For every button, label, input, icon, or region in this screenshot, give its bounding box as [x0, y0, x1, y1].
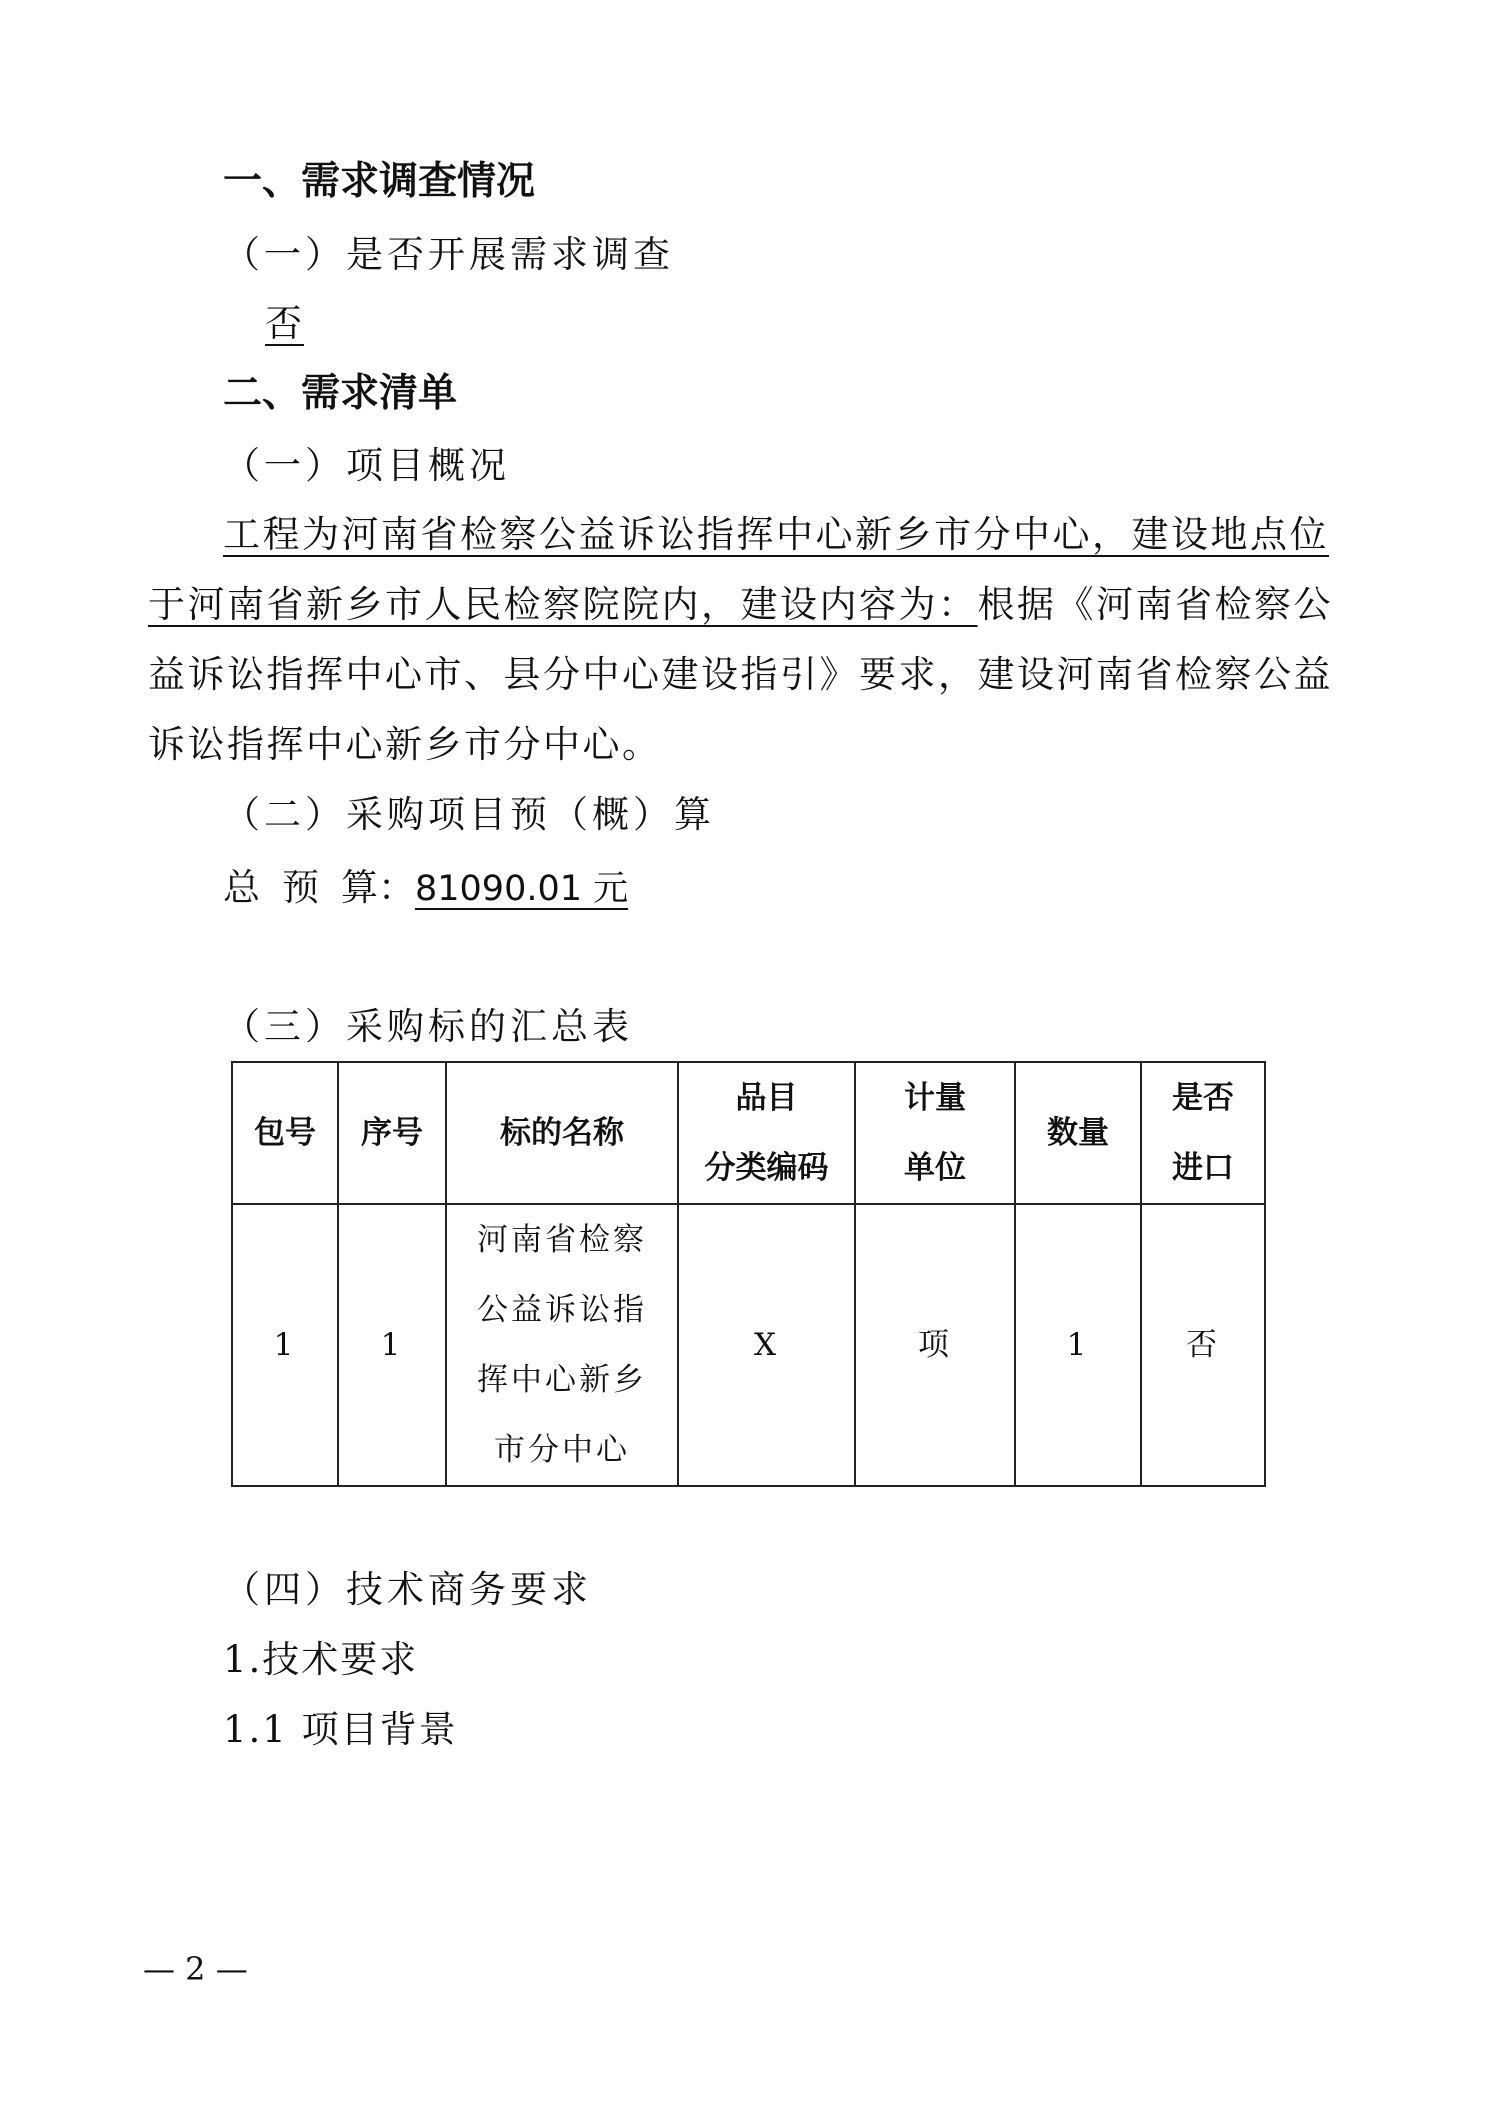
cell-package: 1	[232, 1204, 338, 1486]
cell-name-line-4: 市分中心	[494, 1432, 630, 1468]
header-code-line-2: 分类编码	[704, 1150, 829, 1186]
header-package	[232, 1062, 338, 1204]
cell-imported: 否	[1141, 1204, 1265, 1486]
cell-code: X	[678, 1204, 855, 1486]
overview-line-2	[148, 583, 1333, 626]
tech-business-title: （四）技术商务要求	[223, 1568, 592, 1611]
header-code-line-1: 品目	[735, 1080, 798, 1116]
overview-line-4: 诉讼指挥中心新乡市分中心。	[148, 723, 662, 766]
overview-line-2-rest: 根据《河南省检察公	[977, 583, 1333, 626]
overview-line-1: 工程为河南省检察公益诉讼指挥中心新乡市分中心，建设地点位	[223, 513, 1329, 556]
cell-qty: 1	[1015, 1204, 1141, 1486]
overview-line-2-underlined: 于河南省新乡市人民检察院院内，建设内容为：	[148, 583, 978, 626]
header-unit-line-1: 计量	[904, 1080, 966, 1116]
cell-unit: 项	[855, 1204, 1015, 1486]
header-name	[446, 1062, 678, 1204]
total-budget	[223, 866, 629, 909]
tech-requirements: 1.技术要求	[223, 1638, 419, 1681]
cell-seq: 1	[338, 1204, 446, 1486]
overview-title: （一）项目概况	[223, 444, 510, 487]
cell-name-line-2: 公益诉讼指	[477, 1292, 647, 1328]
budget-title: （二）采购项目预（概）算	[223, 793, 715, 836]
table-row	[232, 1204, 1265, 1486]
header-imported-line-2: 进口	[1172, 1150, 1234, 1186]
section1-answer: 否	[265, 302, 304, 345]
summary-table-title: （三）采购标的汇总表	[223, 1005, 633, 1048]
procurement-summary-table	[231, 1061, 1266, 1487]
section1-heading: 一、需求调查情况	[223, 159, 536, 204]
header-imported-line-1: 是否	[1172, 1080, 1234, 1116]
header-qty	[1015, 1062, 1141, 1204]
budget-label-char-3: 算：	[341, 866, 415, 909]
header-unit	[855, 1062, 1015, 1204]
budget-label-char-2: 预	[282, 866, 319, 909]
page-number: — 2 —	[143, 1950, 248, 1988]
header-code	[678, 1062, 855, 1204]
cell-name-line-1: 河南省检察	[477, 1222, 647, 1258]
header-qty-text: 数量	[1047, 1115, 1109, 1151]
header-seq	[338, 1062, 446, 1204]
project-background: 1.1 项目背景	[223, 1708, 458, 1751]
header-seq-text: 序号	[361, 1115, 423, 1151]
header-unit-line-2: 单位	[904, 1150, 966, 1186]
overview-line-3: 益诉讼指挥中心市、县分中心建设指引》要求，建设河南省检察公益	[148, 653, 1333, 696]
header-package-text: 包号	[254, 1115, 316, 1151]
section1-subtitle: （一）是否开展需求调查	[223, 233, 674, 276]
cell-name-line-3: 挥中心新乡	[477, 1362, 647, 1398]
table-header-row	[232, 1062, 1265, 1204]
budget-value: 81090.01 元	[415, 869, 629, 909]
budget-label-char-1: 总	[223, 866, 260, 909]
cell-name	[446, 1204, 678, 1486]
header-imported	[1141, 1062, 1265, 1204]
section2-heading: 二、需求清单	[223, 371, 458, 416]
header-name-text: 标的名称	[500, 1115, 624, 1151]
